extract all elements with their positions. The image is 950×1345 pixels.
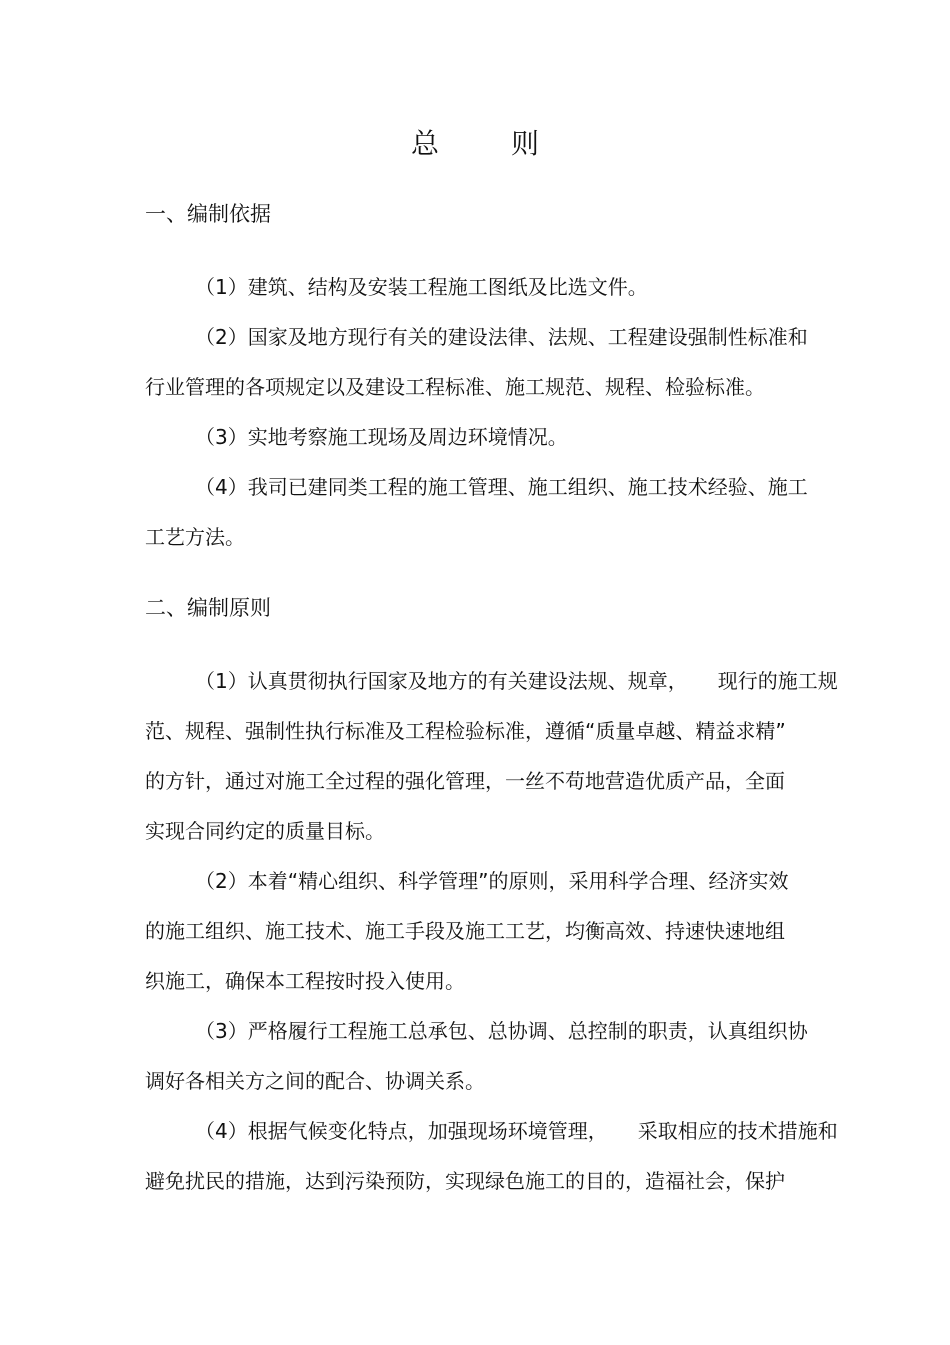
s1-item4-line1: （4）我司已建同类工程的施工管理、施工组织、施工技术经验、施工 xyxy=(195,475,808,499)
s1-item3-line1: （3）实地考察施工现场及周边环境情况。 xyxy=(195,425,568,449)
s1-item2-line2: 行业管理的各项规定以及建设工程标准、施工规范、规程、检验标准。 xyxy=(145,375,765,399)
s2-item1-line1: （1）认真贯彻执行国家及地方的有关建设法规、规章， 现行的施工规 xyxy=(195,669,838,693)
s2-item2-line1: （2）本着“精心组织、科学管理”的原则，采用科学合理、经济实效 xyxy=(195,869,789,893)
s2-item1-line4: 实现合同约定的质量目标。 xyxy=(145,819,385,843)
s1-item2-line1: （2）国家及地方现行有关的建设法律、法规、工程建设强制性标准和 xyxy=(195,325,808,349)
s2-item1-line3: 的方针，通过对施工全过程的强化管理，一丝不苟地营造优质产品，全面 xyxy=(145,769,785,793)
page-title xyxy=(0,124,950,164)
section-1-heading: 一、编制依据 xyxy=(145,202,271,226)
s2-item4-line1: （4）根据气候变化特点，加强现场环境管理， 采取相应的技术措施和 xyxy=(195,1119,838,1143)
section-2-heading: 二、编制原则 xyxy=(145,596,271,620)
s1-item1-line1: （1）建筑、结构及安装工程施工图纸及比选文件。 xyxy=(195,275,648,299)
s2-item3-line2: 调好各相关方之间的配合、协调关系。 xyxy=(145,1069,485,1093)
s2-item1-line2: 范、规程、强制性执行标准及工程检验标准，遵循“质量卓越、精益求精” xyxy=(145,719,786,743)
title-char-2: 则 xyxy=(511,127,540,160)
s2-item2-line3: 织施工，确保本工程按时投入使用。 xyxy=(145,969,465,993)
title-char-1: 总 xyxy=(410,127,439,160)
s2-item2-line2: 的施工组织、施工技术、施工手段及施工工艺，均衡高效、持速快速地组 xyxy=(145,919,785,943)
s2-item3-line1: （3）严格履行工程施工总承包、总协调、总控制的职责，认真组织协 xyxy=(195,1019,808,1043)
s2-item4-line2: 避免扰民的措施，达到污染预防，实现绿色施工的目的，造福社会，保护 xyxy=(145,1169,785,1193)
s1-item4-line2: 工艺方法。 xyxy=(145,525,245,549)
